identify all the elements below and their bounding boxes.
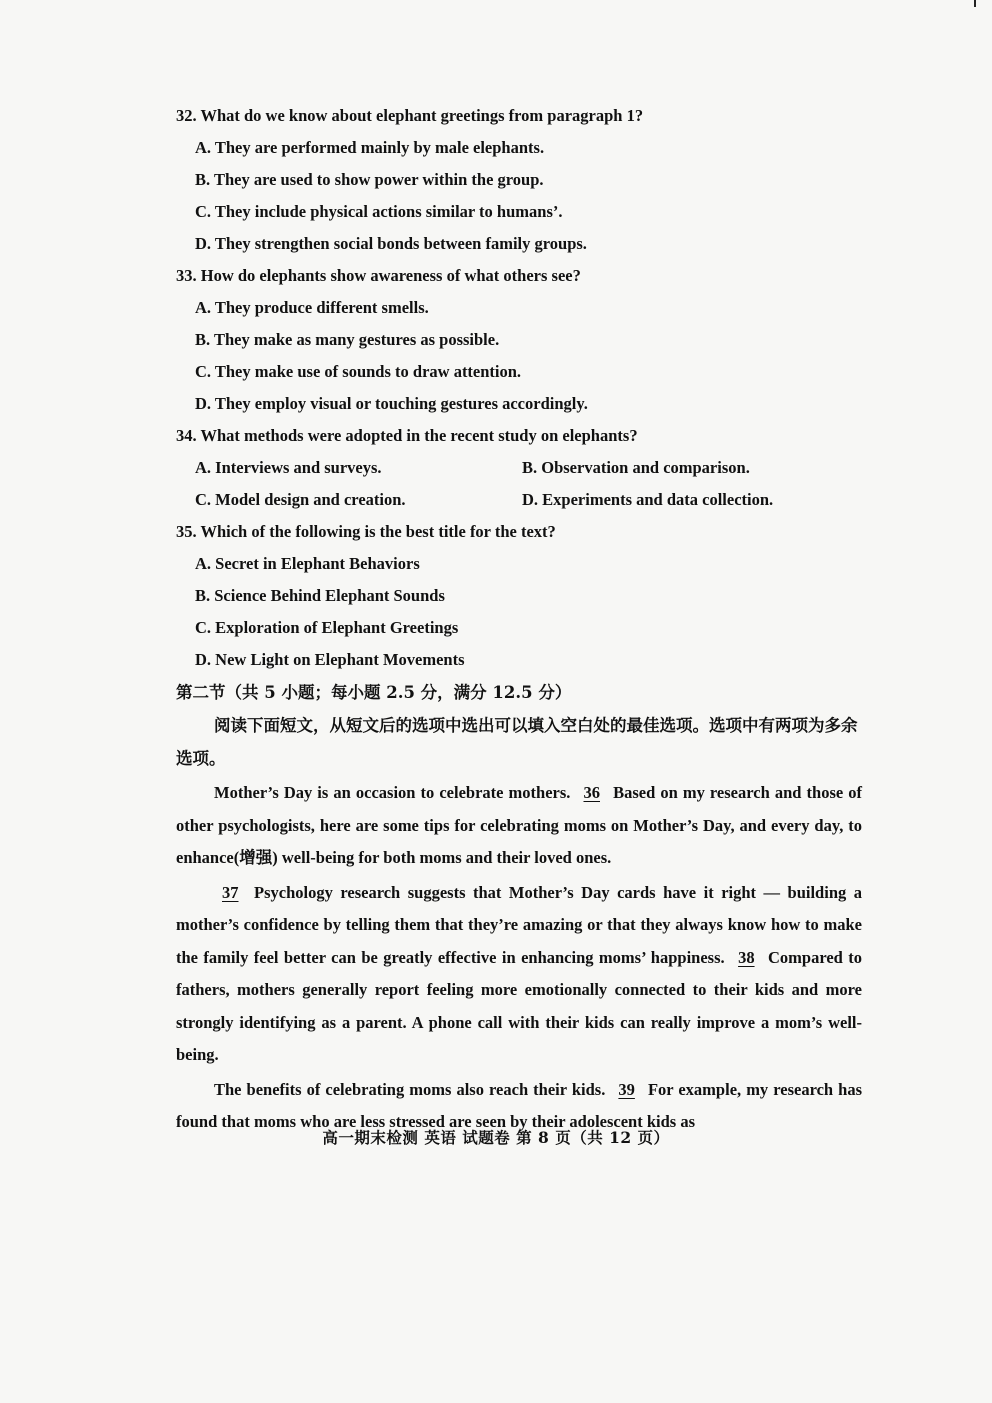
question-35: 35. Which of the following is the best title for the text? — [176, 522, 556, 541]
q34-option-d: D. Experiments and data collection. — [522, 490, 774, 509]
blank-37: 37 — [222, 882, 239, 902]
scan-mark — [974, 0, 976, 7]
q32-option-a: A. They are performed mainly by male elephants. — [195, 138, 545, 157]
q34-option-b: B. Observation and comparison. — [522, 458, 750, 477]
q34-option-a: A. Interviews and surveys. — [195, 458, 382, 477]
q35-option-b: B. Science Behind Elephant Sounds — [195, 586, 445, 605]
q33-option-b: B. They make as many gestures as possible. — [195, 330, 500, 349]
blank-39: 39 — [618, 1079, 635, 1099]
section-instruction: 阅读下面短文，从短文后的选项中选出可以填入空白处的最佳选项。选项中有两项为多余选项。 — [176, 716, 858, 768]
p2-text-a: Psychology research suggests that Mother’s Day cards have it right — building a mother’s confidence by telling them that they’re amazing or that they always know how to make the family feel better can be greatly effective in enhancing moms’ happiness. — [176, 882, 862, 967]
question-32: 32. What do we know about elephant greetings from paragraph 1? — [176, 106, 644, 125]
q33-option-c: C. They make use of sounds to draw attention. — [195, 362, 522, 381]
q35-option-a: A. Secret in Elephant Behaviors — [195, 554, 420, 573]
q32-option-d: D. They strengthen social bonds between family groups. — [195, 234, 587, 253]
q32-option-b: B. They are used to show power within the group. — [195, 170, 544, 189]
passage-paragraph-1 — [176, 777, 862, 875]
passage-paragraph-2 — [176, 877, 862, 1072]
q35-option-c: C. Exploration of Elephant Greetings — [195, 618, 459, 637]
blank-36: 36 — [583, 783, 600, 802]
q32-option-c: C. They include physical actions similar to humans’. — [195, 202, 563, 221]
blank-38: 38 — [738, 947, 755, 967]
p2-text-b: Compared to fathers, mothers generally report feeling more emotionally connected to their kids and more strongly identifying as a parent. A phone call with their kids can really improve a mom’s well-being. — [176, 947, 863, 1064]
q34-option-c: C. Model design and creation. — [195, 490, 406, 509]
p1-text-b: Based on my research and those of other psychologists, here are some tips for celebrating moms on Mother’s Day, and every day, to enhance(增强) well-being for both moms and their loved ones. — [176, 783, 863, 867]
page-footer: 高一期末检测 英语 试题卷 第 8 页（共 12 页） — [322, 1128, 670, 1147]
section-heading: 第二节（共 5 小题；每小题 2.5 分，满分 12.5 分） — [176, 683, 572, 702]
q33-option-d: D. They employ visual or touching gestures accordingly. — [195, 394, 588, 413]
question-34: 34. What methods were adopted in the recent study on elephants? — [176, 426, 638, 445]
p3-text-b: For example, my research has found that moms who are less stressed are seen by their adolescent kids as — [176, 1079, 863, 1131]
q33-option-a: A. They produce different smells. — [195, 298, 429, 317]
p1-text-a: Mother’s Day is an occasion to celebrate mothers. — [214, 783, 571, 802]
p3-text-a: The benefits of celebrating moms also reach their kids. — [214, 1079, 606, 1099]
question-33: 33. How do elephants show awareness of what others see? — [176, 266, 581, 285]
q35-option-d: D. New Light on Elephant Movements — [195, 650, 465, 669]
q34-options-row-2 — [176, 484, 866, 516]
q34-options-row-1 — [176, 452, 866, 484]
exam-content — [176, 100, 866, 1139]
